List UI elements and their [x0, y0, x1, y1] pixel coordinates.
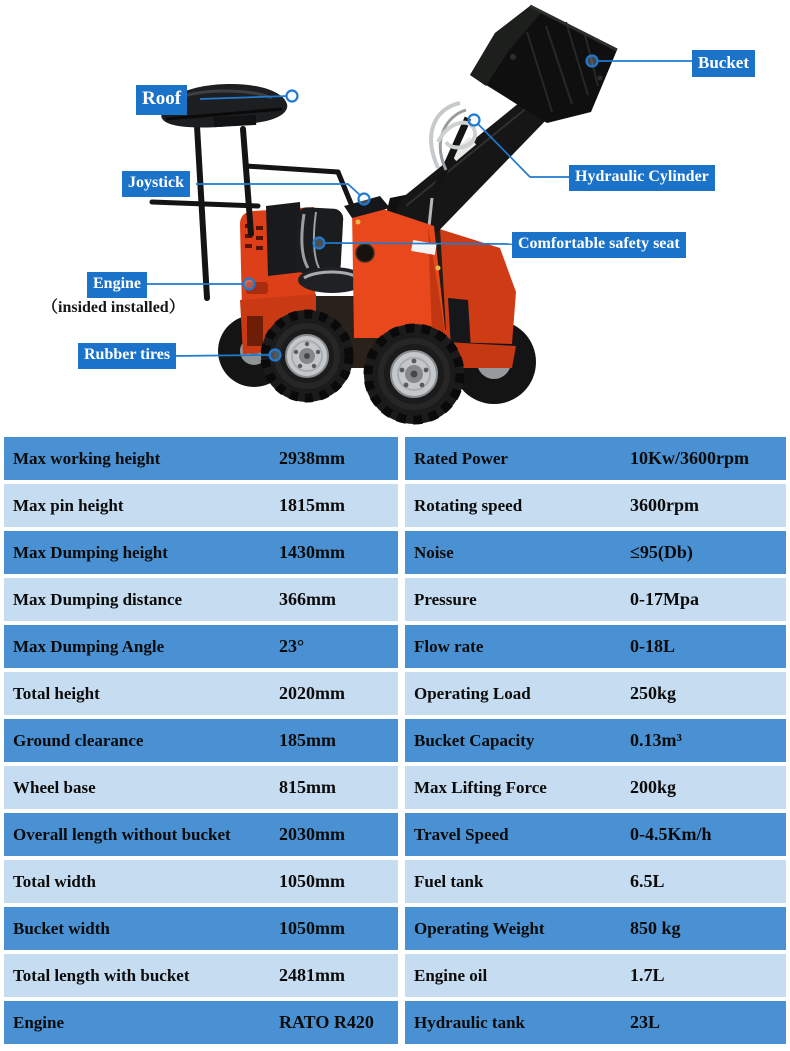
label-safety-seat: Comfortable safety seat — [512, 232, 686, 258]
spec-value: 366mm — [279, 589, 336, 609]
rubber-tires-marker — [270, 350, 281, 361]
spec-value: ≤95(Db) — [630, 542, 693, 562]
spec-row — [405, 954, 786, 997]
spec-value: 2481mm — [279, 965, 345, 985]
spec-name: Engine oil — [414, 965, 488, 985]
spec-row — [405, 860, 786, 903]
spec-value: 2938mm — [279, 448, 345, 468]
spec-row — [405, 625, 786, 668]
spec-row — [4, 578, 398, 621]
spec-value: 1.7L — [630, 965, 665, 985]
spec-name: Max Dumping Angle — [13, 636, 165, 656]
spec-value: 250kg — [630, 683, 677, 703]
spec-name: Max working height — [13, 448, 161, 468]
spec-value: RATO R420 — [279, 1012, 374, 1032]
spec-value: 0-4.5Km/h — [630, 824, 712, 844]
spec-name: Max Lifting Force — [414, 777, 547, 797]
engine-note: （insided installed） — [42, 299, 185, 316]
spec-name: Pressure — [414, 589, 477, 609]
spec-name: Bucket Capacity — [414, 730, 535, 750]
spec-value: 10Kw/3600rpm — [630, 448, 749, 468]
hydraulic-cylinder-marker — [469, 115, 480, 126]
spec-row — [4, 437, 398, 480]
spec-table-right — [405, 437, 786, 1044]
rubber-tires-line — [172, 355, 269, 356]
spec-value: 0-18L — [630, 636, 675, 656]
spec-name: Hydraulic tank — [414, 1012, 525, 1032]
spec-row — [405, 578, 786, 621]
spec-row — [4, 813, 398, 856]
spec-value: 1430mm — [279, 542, 345, 562]
spec-row — [405, 907, 786, 950]
spec-value: 2020mm — [279, 683, 345, 703]
spec-value: 3600rpm — [630, 495, 699, 515]
spec-name: Engine — [13, 1012, 65, 1032]
spec-name: Rated Power — [414, 448, 508, 468]
wheel-front — [364, 324, 464, 424]
bucket-marker — [587, 56, 598, 67]
spec-row — [4, 531, 398, 574]
spec-name: Rotating speed — [414, 495, 523, 515]
spec-row — [405, 719, 786, 762]
spec-row — [4, 907, 398, 950]
spec-row — [405, 813, 786, 856]
spec-row — [4, 672, 398, 715]
spec-row — [4, 860, 398, 903]
spec-row — [405, 437, 786, 480]
engine-marker — [244, 279, 255, 290]
spec-name: Overall length without bucket — [13, 824, 231, 844]
roof-marker — [287, 91, 298, 102]
spec-value: 1050mm — [279, 918, 345, 938]
spec-row — [4, 719, 398, 762]
spec-value: 850 kg — [630, 918, 681, 938]
spec-name: Operating Weight — [414, 918, 545, 938]
label-joystick: Joystick — [122, 171, 190, 197]
spec-name: Total height — [13, 683, 100, 703]
spec-row — [405, 531, 786, 574]
label-hydraulic-cylinder: Hydraulic Cylinder — [569, 165, 715, 191]
spec-value: 200kg — [630, 777, 677, 797]
seat-marker — [314, 238, 325, 249]
spec-value: 1050mm — [279, 871, 345, 891]
spec-value: 23L — [630, 1012, 661, 1032]
spec-name: Total length with bucket — [13, 965, 190, 985]
spec-name: Flow rate — [414, 636, 484, 656]
spec-row — [4, 954, 398, 997]
label-bucket: Bucket — [692, 50, 755, 77]
spec-row — [405, 672, 786, 715]
spec-name: Fuel tank — [414, 871, 484, 891]
spec-row — [405, 484, 786, 527]
spec-name: Ground clearance — [13, 730, 144, 750]
spec-value: 815mm — [279, 777, 336, 797]
spec-value: 0-17Mpa — [630, 589, 699, 609]
spec-name: Bucket width — [13, 918, 110, 938]
joystick-marker — [359, 194, 370, 205]
loader-illustration — [0, 0, 790, 437]
spec-row — [4, 625, 398, 668]
spec-row — [405, 1001, 786, 1044]
spec-value: 6.5L — [630, 871, 665, 891]
spec-row — [405, 766, 786, 809]
spec-value: 2030mm — [279, 824, 345, 844]
spec-name: Operating Load — [414, 683, 531, 703]
spec-name: Max Dumping distance — [13, 589, 183, 609]
joystick-line — [196, 184, 361, 196]
seat-line — [325, 243, 512, 244]
spec-value: 0.13m³ — [630, 730, 682, 750]
spec-table-left — [4, 437, 398, 1044]
spec-name: Max pin height — [13, 495, 124, 515]
spec-name: Noise — [414, 542, 454, 562]
machine — [152, 6, 617, 424]
loader-diagram — [0, 0, 790, 437]
spec-name: Wheel base — [13, 777, 96, 797]
spec-value: 185mm — [279, 730, 336, 750]
spec-row — [4, 484, 398, 527]
spec-name: Total width — [13, 871, 96, 891]
label-roof: Roof — [136, 85, 187, 115]
spec-row — [4, 766, 398, 809]
spec-name: Max Dumping height — [13, 542, 168, 562]
label-engine: Engine — [87, 272, 147, 298]
spec-name: Travel Speed — [414, 824, 509, 844]
spec-value: 23° — [279, 636, 305, 656]
label-rubber-tires: Rubber tires — [78, 343, 176, 369]
spec-row — [4, 1001, 398, 1044]
spec-value: 1815mm — [279, 495, 345, 515]
